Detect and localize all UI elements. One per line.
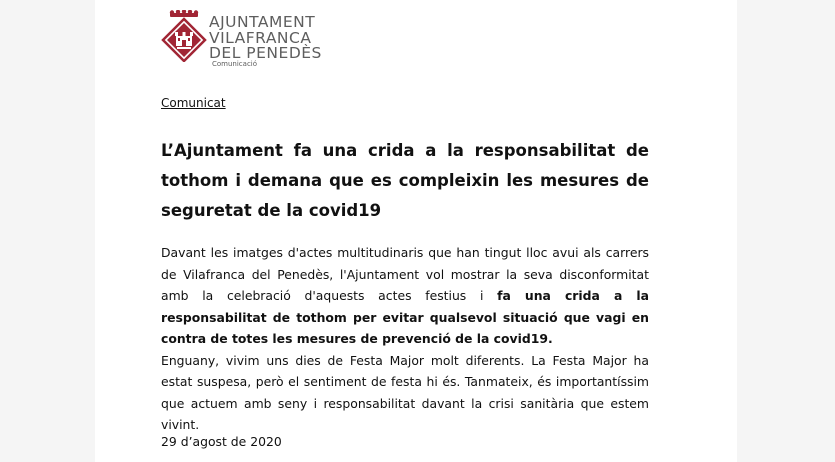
paragraph-1-emphasis: fa una crida a la responsabilitat de tothom per evitar qualsevol situació que vagi en contra de totes les mesures de prevenció de la covid19. (161, 288, 649, 346)
document-type-label: Comunicat (161, 96, 226, 110)
paragraph-2: Enguany, vivim uns dies de Festa Major molt diferents. La Festa Major ha estat suspesa, però el sentiment de festa hi és. Tanmateix, és importantíssim que actuem amb seny i responsabilitat davant la crisi sanitària que estem vivint. (161, 352, 649, 432)
paragraph-1-intro: Davant les imatges d'actes multitudinaris que han tingut lloc avui als carrers de Vilafranca del Penedès, l'Ajuntament vol mostrar la seva disconformitat amb la celebració d'aquests actes festius i (161, 245, 649, 303)
coat-of-arms-icon (161, 10, 207, 62)
body-text (161, 242, 649, 436)
paragraph-1 (161, 242, 649, 350)
council-name-line2: VILAFRANCA (209, 28, 312, 47)
department-label: Comunicació (212, 60, 258, 68)
document-date: 29 d’agost de 2020 (161, 434, 282, 449)
document-page (95, 0, 737, 462)
headline: L’Ajuntament fa una crida a la responsabilitat de tothom i demana que es compleixin les mesures de seguretat de la covid19 (161, 141, 649, 220)
council-name-line1: AJUNTAMENT (209, 13, 316, 31)
council-name (209, 15, 322, 62)
council-name-line3: DEL PENEDÈS (209, 44, 322, 62)
